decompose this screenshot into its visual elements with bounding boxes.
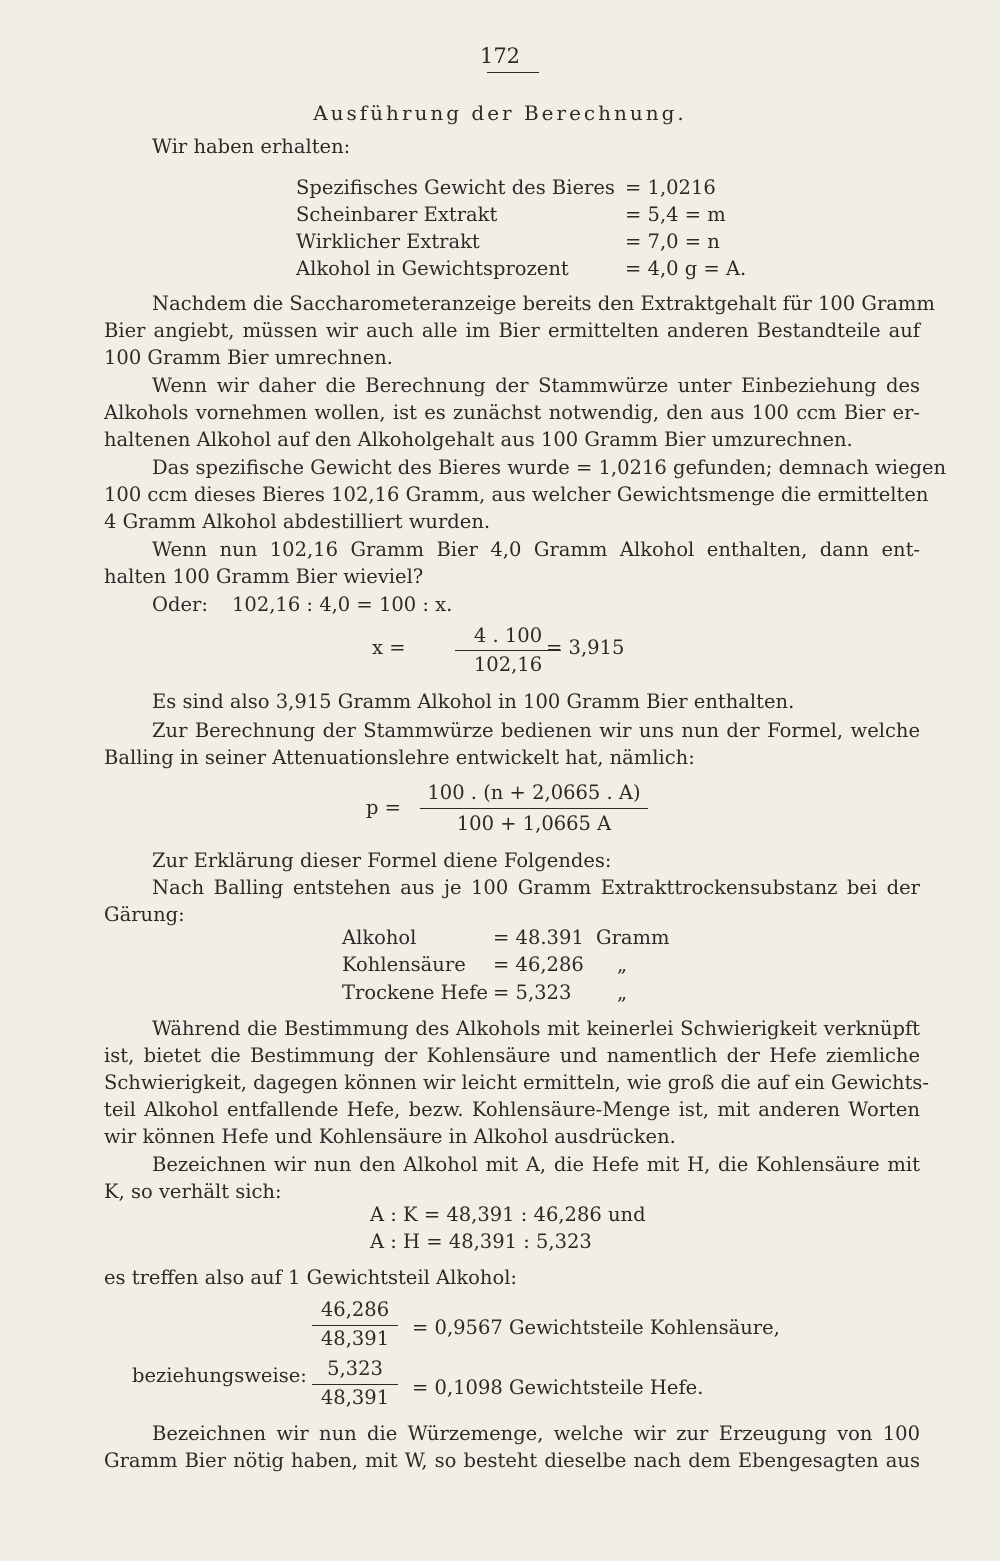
given-label: Wirklicher Extrakt <box>296 230 480 253</box>
given-value: = 5,4 = m <box>625 203 726 226</box>
paragraph-line: Zur Berechnung der Stammwürze bedienen wir uns nun der Formel, welche <box>152 719 920 742</box>
paragraph-line: Nach Balling entstehen aus je 100 Gramm Extrakttrockensubstanz bei der <box>152 876 920 899</box>
fraction-numerator: 46,286 <box>320 1298 390 1321</box>
product-unit: „ <box>617 981 628 1004</box>
given-label: Scheinbarer Extrakt <box>296 203 498 226</box>
paragraph-line: Das spezifische Gewicht des Bieres wurde = 1,0216 gefunden; demnach wiegen <box>152 456 947 479</box>
given-label: Alkohol in Gewichtsprozent <box>296 257 569 280</box>
fraction-bar <box>312 1325 398 1326</box>
page-number: 172 <box>479 44 521 68</box>
oder-label: Oder: <box>152 593 208 616</box>
paragraph-line: halten 100 Gramm Bier wieviel? <box>104 565 424 588</box>
formula-numerator: 100 . (n + 2,0665 . A) <box>427 781 641 804</box>
fraction-numerator: 5,323 <box>327 1357 383 1380</box>
paragraph-line: 100 ccm dieses Bieres 102,16 Gramm, aus welcher Gewichtsmenge die ermittelten <box>104 483 929 506</box>
given-value: = 4,0 g = A. <box>625 257 747 280</box>
paragraph-line: teil Alkohol entfallende Hefe, bezw. Kohlensäure-Menge ist, mit anderen Worten <box>104 1098 920 1121</box>
intro-line: Wir haben erhalten: <box>152 135 351 158</box>
fraction-denominator: 48,391 <box>320 1327 390 1350</box>
paragraph-line: Bier angiebt, müssen wir auch alle im Bier ermittelten anderen Bestandteile auf <box>104 319 920 342</box>
given-value: = 7,0 = n <box>625 230 720 253</box>
page-number-rule <box>487 72 539 73</box>
product-name: Kohlensäure <box>342 953 466 976</box>
equation-denominator: 102,16 <box>473 653 543 676</box>
paragraph-line: Während die Bestimmung des Alkohols mit keinerlei Schwierigkeit verknüpft <box>152 1017 920 1040</box>
product-unit: Gramm <box>596 926 670 949</box>
product-value: = 48.391 <box>493 926 584 949</box>
paragraph-line: K, so verhält sich: <box>104 1180 282 1203</box>
given-label: Spezifisches Gewicht des Bieres <box>296 176 615 199</box>
paragraph-line: Bezeichnen wir nun den Alkohol mit A, die Hefe mit H, die Kohlensäure mit <box>152 1153 920 1176</box>
formula-denominator: 100 + 1,0665 A <box>456 812 612 835</box>
given-value: = 1,0216 <box>625 176 716 199</box>
ratio-line: A : K = 48,391 : 46,286 und <box>370 1203 646 1226</box>
product-unit: „ <box>617 953 628 976</box>
paragraph-line: wir können Hefe und Kohlensäure in Alkohol ausdrücken. <box>104 1125 676 1148</box>
equation-numerator: 4 . 100 <box>473 624 543 647</box>
paragraph-line: Alkohols vornehmen wollen, ist es zunächst notwendig, den aus 100 ccm Bier er- <box>104 401 920 424</box>
paragraph-line: Gramm Bier nötig haben, mit W, so besteht dieselbe nach dem Ebengesagten aus <box>104 1449 920 1472</box>
paragraph-line: es treffen also auf 1 Gewichtsteil Alkohol: <box>104 1266 518 1289</box>
paragraph-line: ist, bietet die Bestimmung der Kohlensäure und namentlich der Hefe ziemliche <box>104 1044 920 1067</box>
paragraph-line: Bezeichnen wir nun die Würzemenge, welche wir zur Erzeugung von 100 <box>152 1422 920 1445</box>
equation-rhs: = 3,915 <box>546 636 625 659</box>
paragraph-line: Wenn wir daher die Berechnung der Stammwürze unter Einbeziehung des <box>152 374 920 397</box>
formula-lhs: p = <box>366 796 402 819</box>
equation-label: beziehungsweise: <box>132 1364 307 1387</box>
product-name: Trockene Hefe <box>342 981 488 1004</box>
paragraph-line: Schwierigkeit, dagegen können wir leicht ermitteln, wie groß die auf ein Gewichts- <box>104 1071 930 1094</box>
oder-expression: 102,16 : 4,0 = 100 : x. <box>232 593 453 616</box>
fraction-bar <box>312 1384 398 1385</box>
product-name: Alkohol <box>342 926 417 949</box>
paragraph-line: Es sind also 3,915 Gramm Alkohol in 100 Gramm Bier enthalten. <box>152 690 795 713</box>
paragraph-line: Balling in seiner Attenuationslehre entwickelt hat, nämlich: <box>104 746 695 769</box>
product-value: = 46,286 <box>493 953 584 976</box>
paragraph-line: Wenn nun 102,16 Gramm Bier 4,0 Gramm Alkohol enthalten, dann ent- <box>152 538 920 561</box>
ratio-line: A : H = 48,391 : 5,323 <box>370 1230 592 1253</box>
paragraph-line: haltenen Alkohol auf den Alkoholgehalt aus 100 Gramm Bier umzurechnen. <box>104 428 853 451</box>
fraction-bar <box>420 808 648 809</box>
product-value: = 5,323 <box>493 981 572 1004</box>
paragraph-line: Nachdem die Saccharometeranzeige bereits den Extraktgehalt für 100 Gramm <box>152 292 935 315</box>
equation-result: = 0,1098 Gewichtsteile Hefe. <box>412 1376 704 1399</box>
paragraph-line: 100 Gramm Bier umrechnen. <box>104 346 393 369</box>
paragraph-line: Gärung: <box>104 903 185 926</box>
paragraph-line: 4 Gramm Alkohol abdestilliert wurden. <box>104 510 491 533</box>
paragraph-line: Zur Erklärung dieser Formel diene Folgendes: <box>152 849 612 872</box>
equation-result: = 0,9567 Gewichtsteile Kohlensäure, <box>412 1316 780 1339</box>
section-heading: Ausführung der Berechnung. <box>313 101 687 125</box>
fraction-denominator: 48,391 <box>320 1386 390 1409</box>
equation-lhs: x = <box>372 636 406 659</box>
